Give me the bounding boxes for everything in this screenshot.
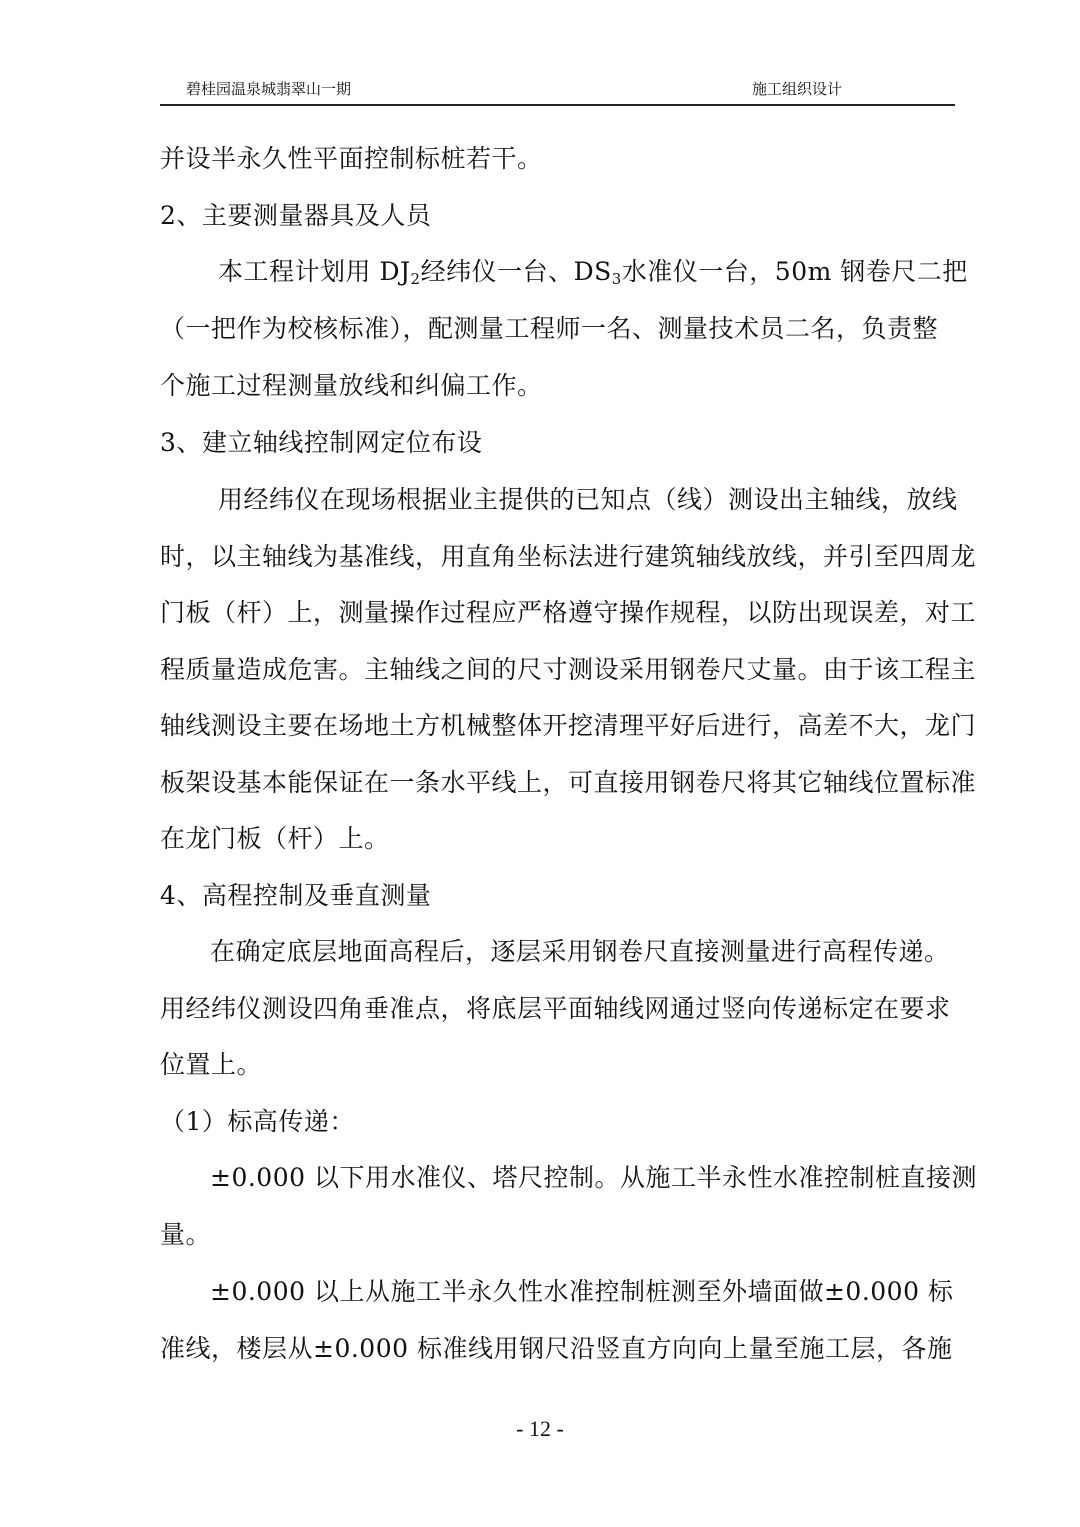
header-project-name: 碧桂园温泉城翡翠山一期 <box>186 80 352 98</box>
text-line-16: 用经纬仪测设四角垂准点，将底层平面轴线网通过竖向传递标定在要求 <box>160 994 951 1023</box>
section-heading-4: 4、高程控制及垂直测量 <box>160 881 432 910</box>
section-heading-2: 2、主要测量器具及人员 <box>160 201 432 230</box>
text-line-15: 在确定底层地面高程后，逐层采用钢卷尺直接测量进行高程传递。 <box>210 937 950 966</box>
text-line-8: 时，以主轴线为基准线，用直角坐标法进行建筑轴线放线，并引至四周龙 <box>160 542 977 571</box>
page-header <box>160 76 955 106</box>
text-line-21: ±0.000 以上从施工半永久性水准控制桩测至外墙面做±0.000 标 <box>210 1277 954 1306</box>
text-line-17: 位置上。 <box>160 1050 263 1079</box>
text-line-5: 个施工过程测量放线和纠偏工作。 <box>160 371 543 400</box>
text-line-12: 板架设基本能保证在一条水平线上，可直接用钢卷尺将其它轴线位置标准 <box>160 768 977 797</box>
text-line-3-part-c: 水准仪一台，50m 钢卷尺二把 <box>621 257 968 286</box>
text-line-3 <box>218 256 968 288</box>
text-line-9: 门板（杆）上，测量操作过程应严格遵守操作规程，以防出现误差，对工 <box>160 598 977 627</box>
text-line-11: 轴线测设主要在场地土方机械整体开挖清理平好后进行，高差不大，龙门 <box>160 711 977 740</box>
text-line-13: 在龙门板（杆）上。 <box>160 824 390 853</box>
text-line-3-part-a: 本工程计划用 DJ <box>218 257 411 286</box>
text-line-7: 用经纬仪在现场根据业主提供的已知点（线）测设出主轴线，放线 <box>218 485 958 514</box>
page-number: - 12 - <box>516 1416 564 1441</box>
text-line-22: 准线，楼层从±0.000 标准线用钢尺沿竖直方向向上量至施工层，各施 <box>160 1334 953 1363</box>
section-heading-3: 3、建立轴线控制网定位布设 <box>160 428 483 457</box>
subsection-heading-1: （1）标高传递： <box>160 1107 355 1136</box>
text-line-1: 并设半永久性平面控制标桩若干。 <box>160 144 543 173</box>
text-line-20: 量。 <box>160 1220 212 1249</box>
text-line-4: （一把作为校核标准），配测量工程师一名、测量技术员二名，负责整 <box>160 314 939 343</box>
header-document-title: 施工组织设计 <box>752 80 843 98</box>
text-line-3-part-b: 经纬仪一台、DS <box>420 257 612 286</box>
subscript-3: 3 <box>611 270 622 288</box>
subscript-2: 2 <box>410 270 421 288</box>
text-line-19: ±0.000 以下用水准仪、塔尺控制。从施工半永性水准控制桩直接测 <box>210 1163 977 1192</box>
text-line-10: 程质量造成危害。主轴线之间的尺寸测设采用钢卷尺丈量。由于该工程主 <box>160 655 977 684</box>
